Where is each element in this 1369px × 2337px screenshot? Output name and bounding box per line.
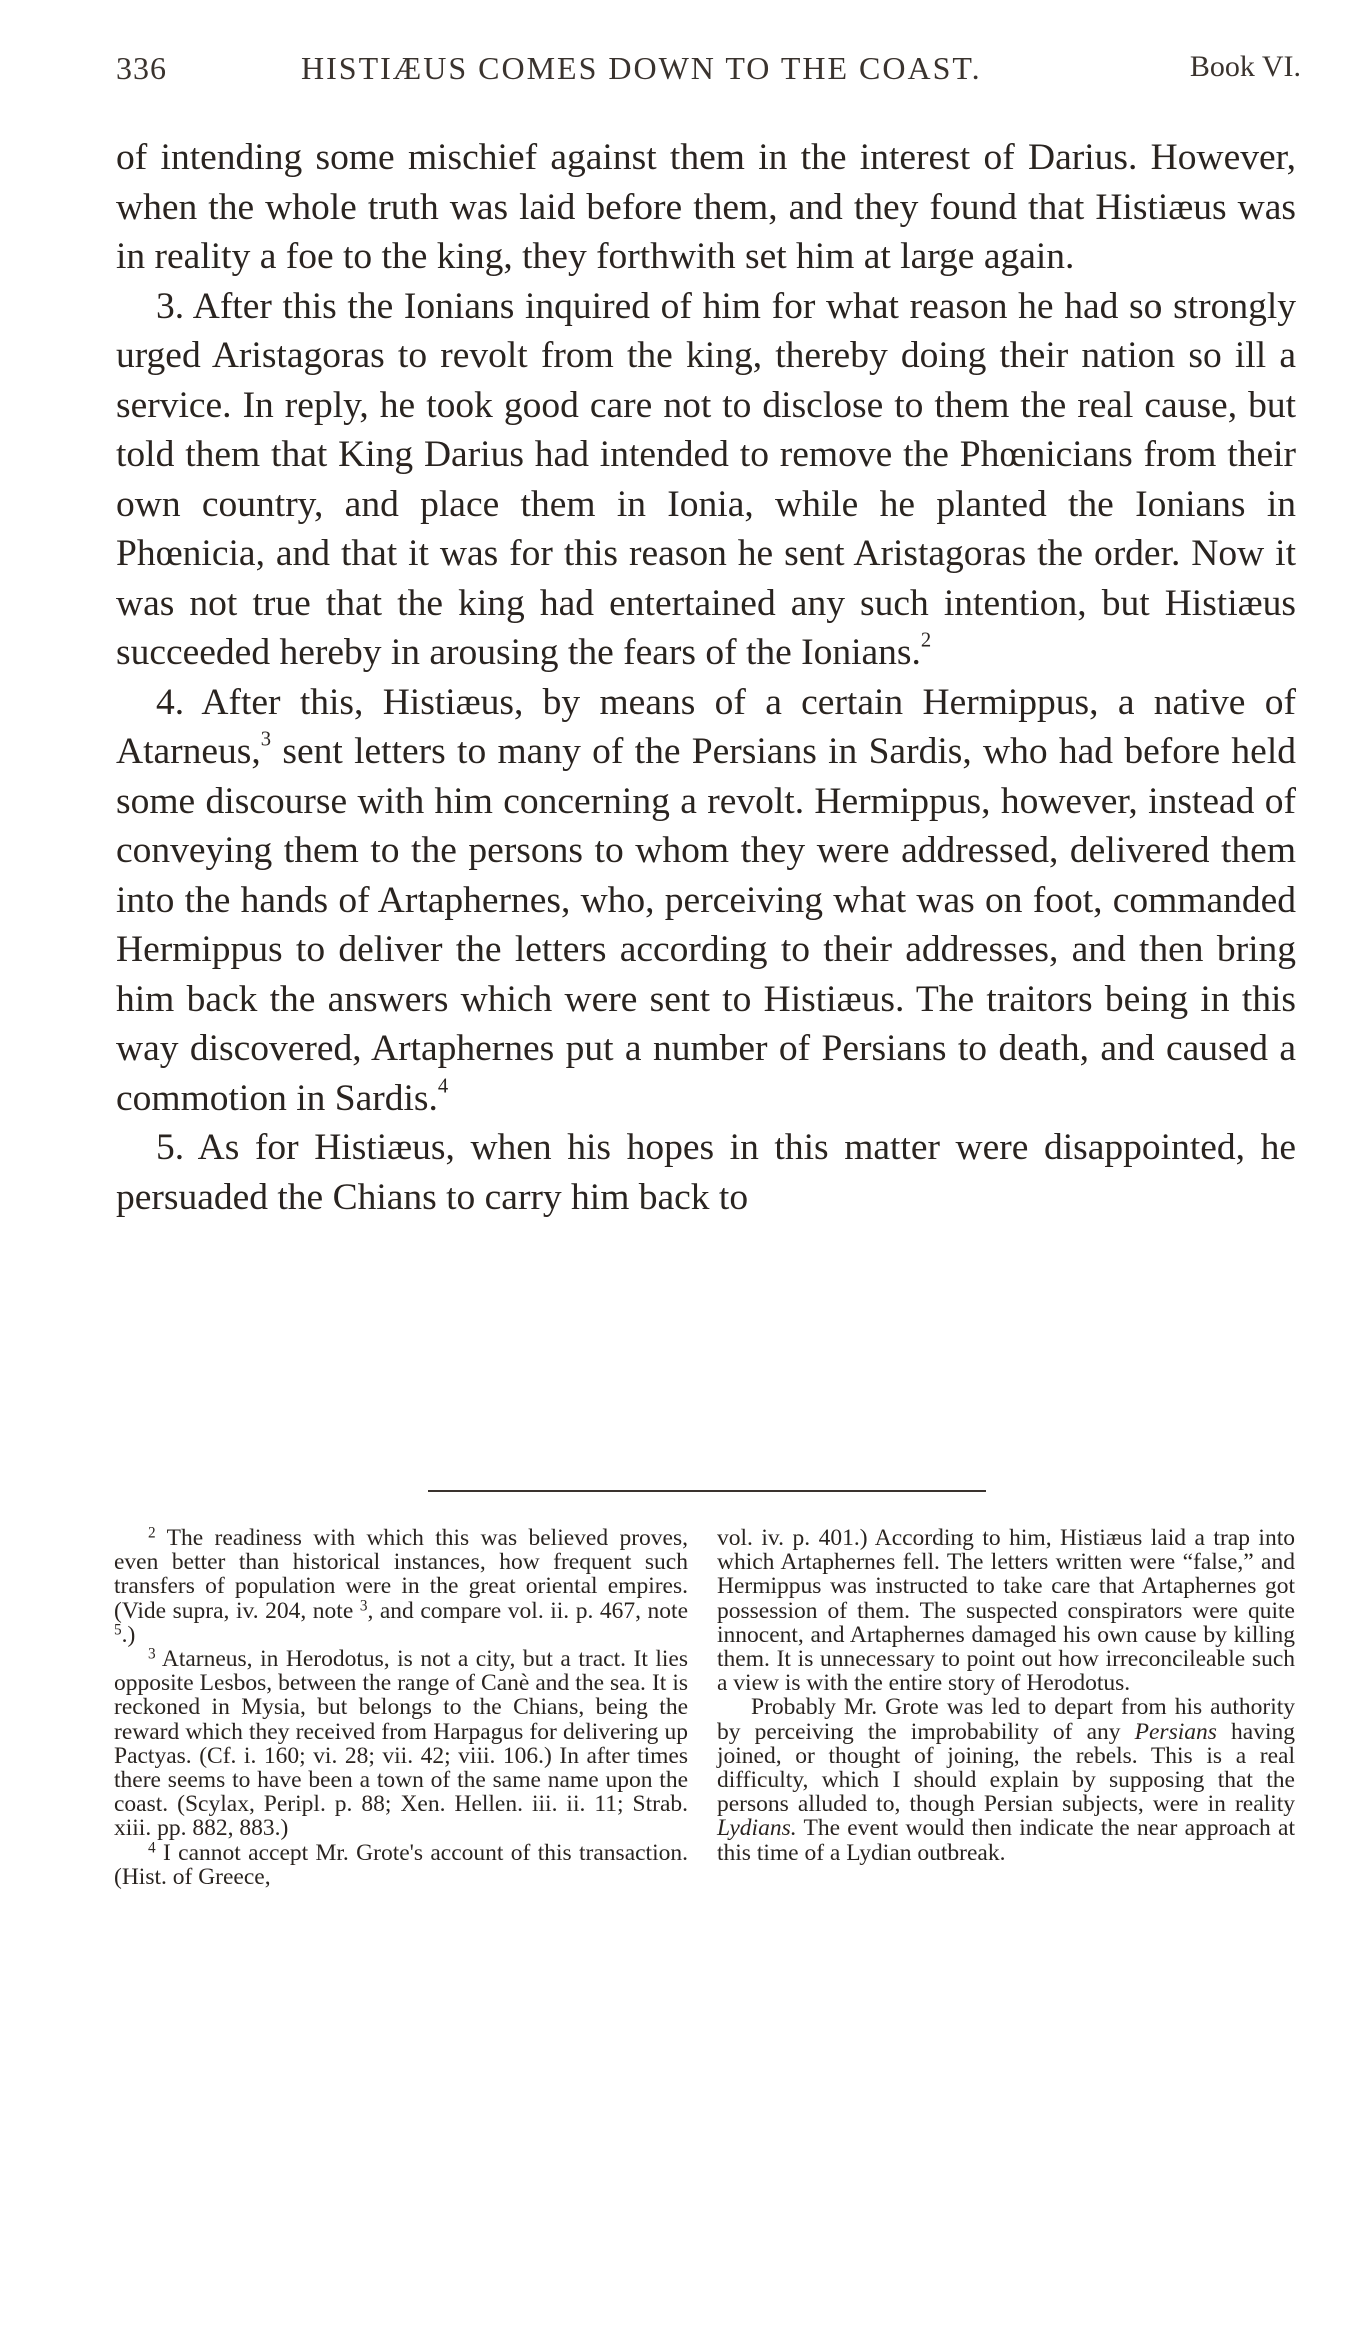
- footnote-4-continued: vol. iv. p. 401.) According to him, Histiæus laid a trap into which Artaphernes fell. The letters written were “false,” and Hermippus was instructed to take care that Artaphernes got possession of them. The suspected conspirators were quite innocent, and Artaphernes damaged his own cause by killing them. It is unnecessary to point out how irreconcileable such a view is with the entire story of Herodotus.: [717, 1525, 1295, 1697]
- running-head: [116, 50, 1301, 100]
- footnotes-left-column: [114, 1526, 688, 1889]
- page-number: 336: [116, 50, 167, 86]
- book-label: Book VI.: [1189, 50, 1301, 83]
- footnotes-right-column: [717, 1526, 1295, 1865]
- footnote-2: $^2$ The readiness with which this was believed proves, even better than historical instances, how frequent such transfers of population were in the great oriental empires. (Vide supra, iv. 204, note $^3$, and compare vol. ii. p. 467, note $^5$.): [114, 1524, 689, 1648]
- footnote-ref-3: 3: [260, 728, 272, 751]
- footnote-ref-2: 2: [920, 629, 932, 652]
- paragraph-continued: of intending some mischief against them in the interest of Darius. However, when the whole truth was laid before them, and they found that Histiæus was in reality a foe to the king, they forthwith set him at large again.: [116, 137, 1296, 277]
- main-text: [116, 133, 1296, 1222]
- footnote-rule: [428, 1490, 986, 1492]
- paragraph-section-3: 3. After this the Ionians inquired of him for what reason he had so strongly urged Aristagoras to revolt from the king, thereby doing their nation so ill a service. In reply, he took good care not to disclose to them the real cause, but told them that King Darius had intended to remove the Phœnicians from their own country, and place them in Ionia, while he planted the Ionians in Phœnicia, and that it was for this reason he sent Aristagoras the order. Now it was not true that the king had entertained any such intention, but Histiæus succeeded hereby in arousing the fears of the Ionians.$^2$: [116, 285, 1296, 673]
- running-title: HISTIÆUS COMES DOWN TO THE COAST.: [301, 50, 982, 86]
- footnote-4-continued-paragraph: Probably Mr. Grote was led to depart from his authority by perceiving the improbability of any Persians having joined, or thought of joining, the rebels. This is a real difficulty, which I should explain by supposing that the persons alluded to, though Persian subjects, were in reality Lydians. The event would then indicate the near approach at this time of a Lydian outbreak.: [717, 1694, 1295, 1866]
- footnote-ref-4: 4: [437, 1074, 449, 1097]
- paragraph-section-5: 5. As for Histiæus, when his hopes in this matter were disappointed, he persuaded the Chians to carry him back to: [116, 1127, 1296, 1218]
- paragraph-section-4: 4. After this, Histiæus, by means of a certain Hermippus, a native of Atarneus,$^3$ sent letters to many of the Persians in Sardis, who had before held some discourse with him concerning a revolt. Hermippus, however, instead of conveying them to the persons to whom they were addressed, delivered them into the hands of Artaphernes, who, perceiving what was on foot, commanded Hermippus to deliver the letters according to their addresses, and then bring him back the answers which were sent to Histiæus. The traitors being in this way discovered, Artaphernes put a number of Persians to death, and caused a commotion in Sardis.$^4$: [116, 681, 1296, 1119]
- footnote-3: $^3$ Atarneus, in Herodotus, is not a city, but a tract. It lies opposite Lesbos, between the range of Canè and the sea. It is reckoned in Mysia, but belongs to the Chians, being the reward which they received from Harpagus for delivering up Pactyas. (Cf. i. 160; vi. 28; vii. 42; viii. 106.) In after times there seems to have been a town of the same name upon the coast. (Scylax, Peripl. p. 88; Xen. Hellen. iii. ii. 11; Strab. xiii. pp. 882, 883.): [114, 1645, 688, 1842]
- footnote-4: $^4$ I cannot accept Mr. Grote's account of this transaction. (Hist. of Greece,: [114, 1839, 688, 1890]
